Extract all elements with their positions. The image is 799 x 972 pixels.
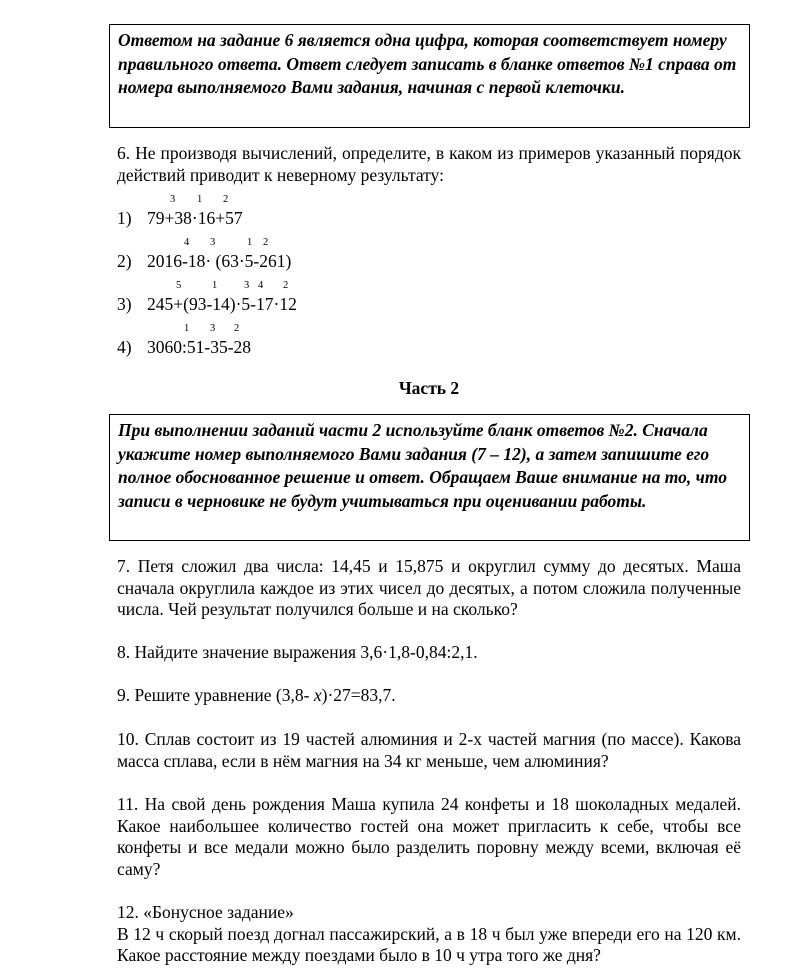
option-number: 3) (117, 294, 132, 314)
instruction-box-part2 (109, 414, 750, 541)
option-number: 1) (117, 208, 132, 228)
option-expression: 79+38·16+57 (147, 208, 243, 228)
question-9-text-start: 9. Решите уравнение (3,8- (117, 685, 314, 705)
question-9 (117, 685, 741, 707)
question-9-text-end: )·27=83,7. (321, 685, 396, 705)
order-mark: 3 (244, 280, 250, 291)
option-number: 4) (117, 337, 132, 357)
order-mark: 2 (223, 194, 229, 205)
order-mark: 1 (247, 237, 253, 248)
option-number: 2) (117, 251, 132, 271)
order-mark: 3 (210, 237, 216, 248)
part2-heading: Часть 2 (398, 378, 460, 398)
order-mark: 2 (263, 237, 269, 248)
order-mark: 3 (170, 194, 176, 205)
order-mark: 5 (176, 280, 182, 291)
question-7: 7. Петя сложил два числа: 14,45 и 15,875 и округлил сумму до десятых. Маша сначала округлила каждое из этих чисел до десятых, а потом сложила полученные числа. Чей результат получился больше и на сколько? (117, 556, 741, 619)
question-12-title: 12. «Бонусное задание» (117, 902, 294, 922)
variable-x: x (313, 685, 322, 705)
instruction-box-part1 (109, 24, 750, 128)
question-12-text: В 12 ч скорый поезд догнал пассажирский, а в 18 ч был уже впереди его на 120 км. Какое расстояние между поездами было в 10 ч утра того же дня? (117, 923, 741, 965)
question-6: 6. Не производя вычислений, определите, в каком из примеров указанный порядок действий приводит к неверному результату: (117, 143, 741, 185)
order-mark: 1 (184, 323, 190, 334)
question-10: 10. Сплав состоит из 19 частей алюминия и 2-х частей магния (по массе). Какова масса сплава, если в нём магния на 34 кг меньше, чем алюминия? (117, 729, 741, 771)
question-12 (117, 902, 741, 967)
order-mark: 2 (283, 280, 289, 291)
order-mark: 3 (210, 323, 216, 334)
order-mark: 2 (234, 323, 240, 334)
order-mark: 1 (197, 194, 203, 205)
order-mark: 1 (212, 280, 218, 291)
question-11: 11. На свой день рождения Маша купила 24 конфеты и 18 шоколадных медалей. Какое наибольшее количество гостей она может пригласить к себе, чтобы все конфеты и все медали можно было разделить поровну между всеми, включая её саму? (117, 794, 741, 879)
instruction-text-part2: При выполнении заданий части 2 используйте бланк ответов №2. Сначала укажите номер выполняемого Вами задания (7 – 12), а затем запишите его полное обоснованное решение и ответ. Обращаем Ваше внимание на то, что записи в черновике не будут учитываться при оценивании работы. (118, 420, 727, 511)
instruction-text-part1: Ответом на задание 6 является одна цифра, которая соответствует номеру правильного ответа. Ответ следует записать в бланке ответов №1 справа от номера выполняемого Вами задания, начиная с первой клеточки. (118, 30, 737, 97)
order-mark: 4 (258, 280, 264, 291)
option-expression: 245+(93-14)·5-17·12 (147, 294, 297, 314)
question-8: 8. Найдите значение выражения 3,6·1,8-0,84:2,1. (117, 642, 478, 662)
option-expression: 2016-18· (63·5-261) (147, 251, 292, 271)
option-expression: 3060:51-35-28 (147, 337, 252, 357)
order-mark: 4 (184, 237, 190, 248)
